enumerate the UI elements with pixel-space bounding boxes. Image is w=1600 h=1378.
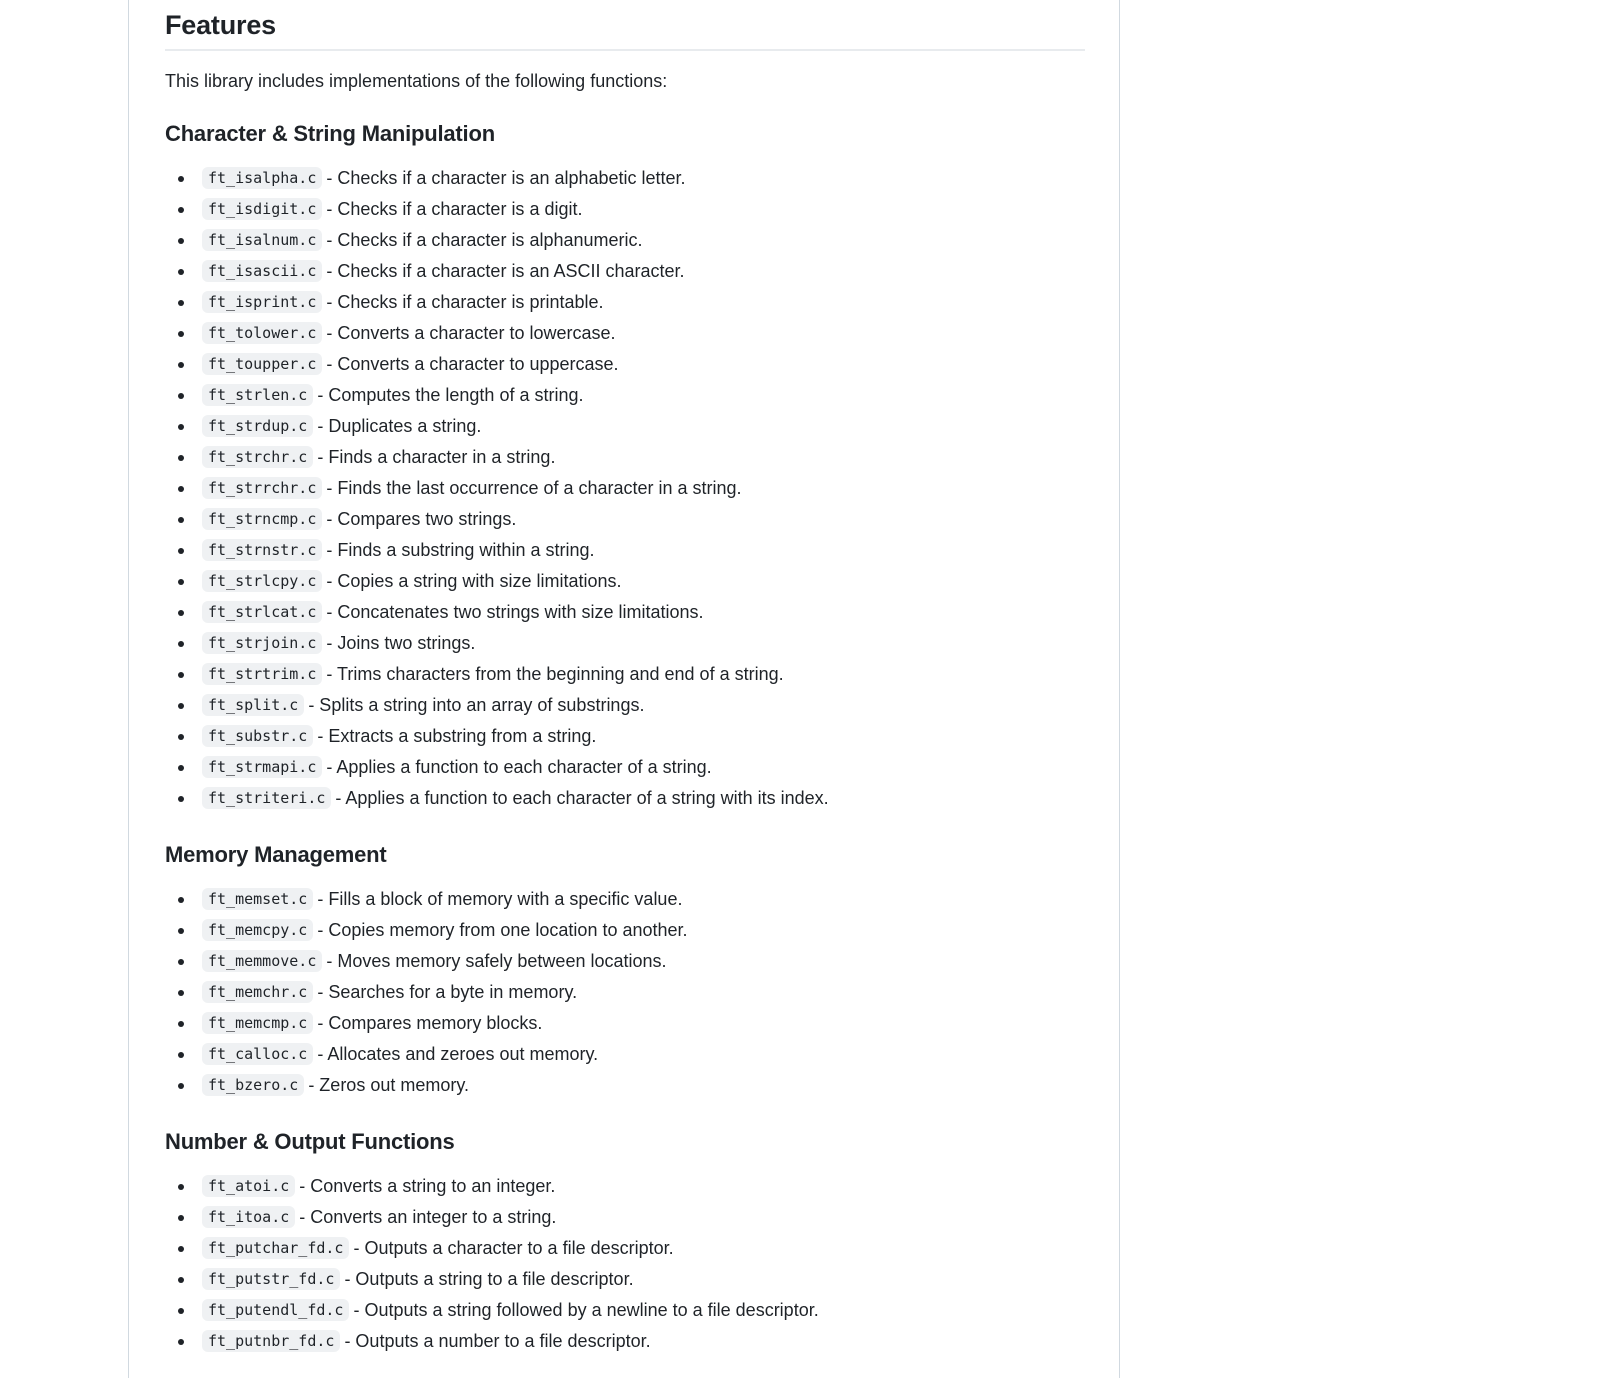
bullet-icon	[178, 928, 184, 934]
function-description: - Duplicates a string.	[317, 416, 482, 436]
function-description: - Checks if a character is alphanumeric.	[326, 230, 643, 250]
list-item	[165, 442, 1085, 473]
bullet-icon	[178, 486, 184, 492]
list-item	[165, 915, 1085, 946]
function-filename: ft_memchr.c	[202, 981, 313, 1003]
function-filename: ft_putstr_fd.c	[202, 1268, 340, 1290]
function-filename: ft_memcpy.c	[202, 919, 313, 941]
bullet-icon	[178, 734, 184, 740]
bullet-icon	[178, 362, 184, 368]
function-description: - Compares memory blocks.	[317, 1013, 543, 1033]
list-item	[165, 1264, 1085, 1295]
function-filename: ft_tolower.c	[202, 322, 322, 344]
bullet-icon	[178, 1021, 184, 1027]
list-item	[165, 194, 1085, 225]
function-filename: ft_atoi.c	[202, 1175, 295, 1197]
bullet-icon	[178, 238, 184, 244]
list-item	[165, 535, 1085, 566]
list-item	[165, 380, 1085, 411]
list-item	[165, 1039, 1085, 1070]
subsection-heading-character-string-manipulation: Character & String Manipulation	[165, 121, 495, 146]
list-item	[165, 884, 1085, 915]
bullet-icon	[178, 1052, 184, 1058]
function-filename: ft_strdup.c	[202, 415, 313, 437]
function-filename: ft_memcmp.c	[202, 1012, 313, 1034]
feature-list	[165, 163, 1085, 814]
function-filename: ft_isdigit.c	[202, 198, 322, 220]
function-description: - Checks if a character is an ASCII character.	[326, 261, 685, 281]
function-description: - Zeros out memory.	[308, 1075, 470, 1095]
bullet-icon	[178, 703, 184, 709]
feature-list	[165, 884, 1085, 1101]
list-item	[165, 1295, 1085, 1326]
function-filename: ft_memmove.c	[202, 950, 322, 972]
bullet-icon	[178, 672, 184, 678]
function-description: - Checks if a character is an alphabetic letter.	[326, 168, 686, 188]
feature-sections	[165, 119, 1085, 1357]
function-description: - Joins two strings.	[326, 633, 476, 653]
list-item	[165, 977, 1085, 1008]
function-filename: ft_isalpha.c	[202, 167, 322, 189]
function-filename: ft_putnbr_fd.c	[202, 1330, 340, 1352]
bullet-icon	[178, 641, 184, 647]
function-filename: ft_putchar_fd.c	[202, 1237, 349, 1259]
bullet-icon	[178, 1246, 184, 1252]
function-filename: ft_bzero.c	[202, 1074, 304, 1096]
list-item	[165, 287, 1085, 318]
bullet-icon	[178, 1215, 184, 1221]
function-description: - Converts a string to an integer.	[299, 1176, 556, 1196]
function-filename: ft_striteri.c	[202, 787, 331, 809]
function-description: - Applies a function to each character of a string.	[326, 757, 712, 777]
list-item	[165, 946, 1085, 977]
bullet-icon	[178, 331, 184, 337]
readme-card	[128, 0, 1120, 1378]
function-filename: ft_putendl_fd.c	[202, 1299, 349, 1321]
function-description: - Concatenates two strings with size limitations.	[326, 602, 704, 622]
list-item	[165, 256, 1085, 287]
function-filename: ft_strmapi.c	[202, 756, 322, 778]
list-item	[165, 225, 1085, 256]
function-description: - Computes the length of a string.	[317, 385, 584, 405]
function-description: - Fills a block of memory with a specific value.	[317, 889, 683, 909]
function-description: - Compares two strings.	[326, 509, 517, 529]
function-filename: ft_strlcat.c	[202, 601, 322, 623]
function-filename: ft_memset.c	[202, 888, 313, 910]
function-filename: ft_substr.c	[202, 725, 313, 747]
function-description: - Outputs a string followed by a newline to a file descriptor.	[353, 1300, 819, 1320]
function-description: - Applies a function to each character of a string with its index.	[335, 788, 829, 808]
list-item	[165, 1202, 1085, 1233]
bullet-icon	[178, 959, 184, 965]
list-item	[165, 628, 1085, 659]
function-description: - Splits a string into an array of substrings.	[308, 695, 645, 715]
function-filename: ft_strjoin.c	[202, 632, 322, 654]
bullet-icon	[178, 579, 184, 585]
function-filename: ft_strlen.c	[202, 384, 313, 406]
list-item	[165, 1233, 1085, 1264]
features-intro: This library includes implementations of the following functions:	[165, 71, 668, 91]
function-filename: ft_isalnum.c	[202, 229, 322, 251]
function-filename: ft_strrchr.c	[202, 477, 322, 499]
list-item	[165, 783, 1085, 814]
bullet-icon	[178, 765, 184, 771]
subsection-heading-memory-management: Memory Management	[165, 842, 387, 867]
bullet-icon	[178, 424, 184, 430]
function-description: - Moves memory safely between locations.	[326, 951, 667, 971]
function-filename: ft_strlcpy.c	[202, 570, 322, 592]
function-filename: ft_itoa.c	[202, 1206, 295, 1228]
function-description: - Finds the last occurrence of a character in a string.	[326, 478, 742, 498]
list-item	[165, 690, 1085, 721]
list-item	[165, 1070, 1085, 1101]
bullet-icon	[178, 897, 184, 903]
list-item	[165, 473, 1085, 504]
bullet-icon	[178, 1277, 184, 1283]
bullet-icon	[178, 1083, 184, 1089]
bullet-icon	[178, 1308, 184, 1314]
features-heading: Features	[165, 0, 1085, 51]
function-description: - Outputs a character to a file descriptor.	[353, 1238, 674, 1258]
list-item	[165, 721, 1085, 752]
list-item	[165, 1171, 1085, 1202]
function-description: - Finds a substring within a string.	[326, 540, 595, 560]
list-item	[165, 659, 1085, 690]
function-filename: ft_strnstr.c	[202, 539, 322, 561]
list-item	[165, 566, 1085, 597]
function-description: - Converts a character to lowercase.	[326, 323, 616, 343]
function-description: - Outputs a number to a file descriptor.	[344, 1331, 651, 1351]
function-description: - Extracts a substring from a string.	[317, 726, 597, 746]
bullet-icon	[178, 1339, 184, 1345]
function-description: - Checks if a character is printable.	[326, 292, 604, 312]
bullet-icon	[178, 796, 184, 802]
list-item	[165, 411, 1085, 442]
function-filename: ft_isprint.c	[202, 291, 322, 313]
bullet-icon	[178, 393, 184, 399]
bullet-icon	[178, 990, 184, 996]
readme-body	[165, 0, 1085, 1357]
function-filename: ft_strchr.c	[202, 446, 313, 468]
list-item	[165, 752, 1085, 783]
function-filename: ft_strtrim.c	[202, 663, 322, 685]
function-filename: ft_toupper.c	[202, 353, 322, 375]
function-filename: ft_split.c	[202, 694, 304, 716]
function-filename: ft_strncmp.c	[202, 508, 322, 530]
feature-list	[165, 1171, 1085, 1357]
list-item	[165, 597, 1085, 628]
function-description: - Checks if a character is a digit.	[326, 199, 583, 219]
list-item	[165, 349, 1085, 380]
function-description: - Copies a string with size limitations.	[326, 571, 622, 591]
function-description: - Finds a character in a string.	[317, 447, 556, 467]
bullet-icon	[178, 176, 184, 182]
bullet-icon	[178, 300, 184, 306]
function-description: - Trims characters from the beginning and end of a string.	[326, 664, 784, 684]
bullet-icon	[178, 610, 184, 616]
bullet-icon	[178, 1184, 184, 1190]
subsection-heading-number-output-functions: Number & Output Functions	[165, 1129, 455, 1154]
list-item	[165, 504, 1085, 535]
function-description: - Copies memory from one location to another.	[317, 920, 688, 940]
function-description: - Allocates and zeroes out memory.	[317, 1044, 599, 1064]
list-item	[165, 163, 1085, 194]
bullet-icon	[178, 517, 184, 523]
function-description: - Converts a character to uppercase.	[326, 354, 619, 374]
list-item	[165, 1326, 1085, 1357]
list-item	[165, 318, 1085, 349]
bullet-icon	[178, 269, 184, 275]
list-item	[165, 1008, 1085, 1039]
bullet-icon	[178, 207, 184, 213]
function-filename: ft_isascii.c	[202, 260, 322, 282]
bullet-icon	[178, 548, 184, 554]
function-description: - Searches for a byte in memory.	[317, 982, 578, 1002]
bullet-icon	[178, 455, 184, 461]
function-filename: ft_calloc.c	[202, 1043, 313, 1065]
function-description: - Outputs a string to a file descriptor.	[344, 1269, 634, 1289]
function-description: - Converts an integer to a string.	[299, 1207, 557, 1227]
